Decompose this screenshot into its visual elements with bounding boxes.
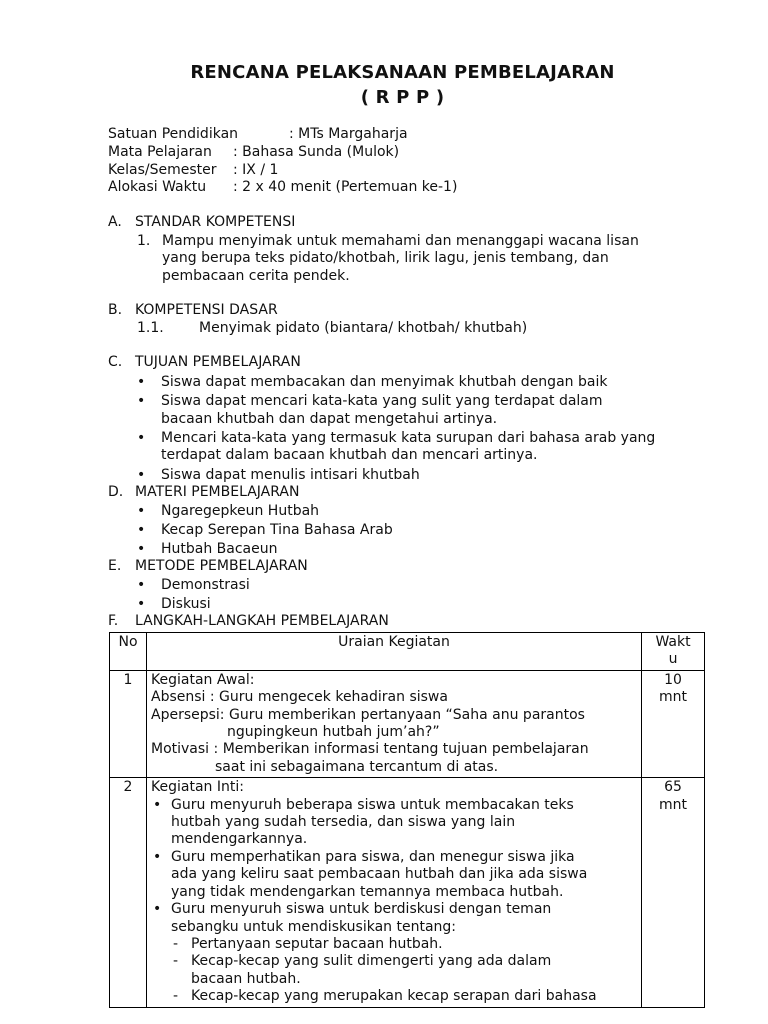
bullet-icon: • xyxy=(137,393,146,409)
steps-table xyxy=(109,632,705,1008)
a-item-line3: pembacaan cerita pendek. xyxy=(162,268,350,284)
header-waktu xyxy=(642,633,705,671)
row1-waktu xyxy=(642,670,705,777)
b-item-number: 1.1. xyxy=(137,320,164,336)
bullet-icon: • xyxy=(137,430,146,446)
a-item-number: 1. xyxy=(137,233,151,249)
section-b-letter: B. xyxy=(108,302,123,318)
alokasi-label: Alokasi Waktu xyxy=(108,179,207,195)
document-title: RENCANA PELAKSANAAN PEMBELAJARAN xyxy=(190,62,615,83)
c-item-2-line2: bacaan khutbah dan dapat mengetahui artinya. xyxy=(161,411,498,427)
section-a-title: STANDAR KOMPETENSI xyxy=(135,214,296,230)
c-item-4: Siswa dapat menulis intisari khutbah xyxy=(161,467,420,483)
table-row xyxy=(110,778,705,1007)
row2-waktu-line2: mnt xyxy=(659,796,687,813)
section-a-letter: A. xyxy=(108,214,122,230)
section-c-letter: C. xyxy=(108,354,123,370)
document-subtitle: ( R P P ) xyxy=(360,87,445,108)
section-e-letter: E. xyxy=(108,558,122,574)
section-f-title: LANGKAH-LANGKAH PEMBELAJARAN xyxy=(135,613,389,629)
bullet-icon: • xyxy=(137,467,146,483)
header-waktu-line1: Wakt xyxy=(655,634,691,650)
bullet-icon: • xyxy=(137,374,146,390)
row2-dash2-line1: - Kecap-kecap yang sulit dimengerti yang ada dalam xyxy=(151,953,637,970)
e-item-2: Diskusi xyxy=(161,596,211,612)
bullet-icon: • xyxy=(137,522,146,538)
row2-bullet1-line1: • Guru menyuruh beberapa siswa untuk membacakan teks xyxy=(151,797,637,814)
d-item-3: Hutbah Bacaeun xyxy=(161,541,278,557)
c-item-1: Siswa dapat membacakan dan menyimak khutbah dengan baik xyxy=(161,374,608,390)
row2-bullet2-line2: ada yang keliru saat pembacaan hutbah dan jika ada siswa xyxy=(171,866,588,883)
satuan-value: : MTs Margaharja xyxy=(289,126,408,142)
row2-title: Kegiatan Inti: xyxy=(151,779,244,796)
section-e-title: METODE PEMBELAJARAN xyxy=(135,558,308,574)
c-item-2-line1: Siswa dapat mencari kata-kata yang sulit yang terdapat dalam xyxy=(161,393,603,409)
row2-waktu xyxy=(642,778,705,1007)
alokasi-value: : 2 x 40 menit (Pertemuan ke-1) xyxy=(233,179,458,195)
section-d-letter: D. xyxy=(108,484,124,500)
satuan-label: Satuan Pendidikan xyxy=(108,126,239,142)
row1-motivasi-line2: saat ini sebagaimana tercantum di atas. xyxy=(215,758,499,775)
row2-dash1: - Pertanyaan seputar bacaan hutbah. xyxy=(151,936,637,953)
c-item-3-line1: Mencari kata-kata yang termasuk kata surupan dari bahasa arab yang xyxy=(161,430,656,446)
header-uraian: Uraian Kegiatan xyxy=(147,633,642,671)
row1-motivasi-line1: Motivasi : Memberikan informasi tentang tujuan pembelajaran xyxy=(151,741,589,758)
table-row xyxy=(110,670,705,777)
section-d-title: MATERI PEMBELAJARAN xyxy=(135,484,300,500)
bullet-icon: • xyxy=(137,503,146,519)
table-header-row xyxy=(110,633,705,671)
row2-waktu-line1: 65 xyxy=(664,779,682,796)
mapel-label: Mata Pelajaran xyxy=(108,144,212,160)
d-item-2: Kecap Serepan Tina Bahasa Arab xyxy=(161,522,393,538)
row2-bullet1-line3: mendengarkannya. xyxy=(171,831,308,848)
kelas-value: : IX / 1 xyxy=(233,162,279,178)
header-no: No xyxy=(110,633,147,671)
row1-absensi: Absensi : Guru mengecek kehadiran siswa xyxy=(151,689,448,706)
row2-bullet1-line2: hutbah yang sudah tersedia, dan siswa yang lain xyxy=(171,814,516,831)
c-item-3-line2: terdapat dalam bacaan khutbah dan mencari artinya. xyxy=(161,447,538,463)
a-item-line1: Mampu menyimak untuk memahami dan menanggapi wacana lisan xyxy=(162,233,639,249)
row1-apersepsi-line1: Apersepsi: Guru memberikan pertanyaan “Saha anu parantos xyxy=(151,706,585,723)
row1-uraian xyxy=(147,670,642,777)
header-waktu-line2: u xyxy=(668,651,678,668)
kelas-label: Kelas/Semester xyxy=(108,162,217,178)
row2-bullet2-line3: yang tidak mendengarkan temannya membaca hutbah. xyxy=(171,883,564,900)
section-f-letter: F. xyxy=(108,613,119,629)
row2-dash2-line2: bacaan hutbah. xyxy=(191,970,301,987)
row2-bullet2-line1: • Guru memperhatikan para siswa, dan menegur siswa jika xyxy=(151,849,637,866)
row2-bullet3-line1: • Guru menyuruh siswa untuk berdiskusi dengan teman xyxy=(151,901,637,918)
row2-bullet3-line2: sebangku untuk mendiskusikan tentang: xyxy=(171,918,457,935)
a-item-line2: yang berupa teks pidato/khotbah, lirik lagu, jenis tembang, dan xyxy=(162,250,609,266)
row1-waktu-line2: mnt xyxy=(659,689,687,706)
row2-dash3: - Kecap-kecap yang merupakan kecap serapan dari bahasa xyxy=(151,988,637,1005)
d-item-1: Ngaregepkeun Hutbah xyxy=(161,503,320,519)
section-c-title: TUJUAN PEMBELAJARAN xyxy=(135,354,301,370)
mapel-value: : Bahasa Sunda (Mulok) xyxy=(233,144,400,160)
bullet-icon: • xyxy=(137,577,146,593)
e-item-1: Demonstrasi xyxy=(161,577,250,593)
row2-uraian xyxy=(147,778,642,1007)
b-item-text: Menyimak pidato (biantara/ khotbah/ khutbah) xyxy=(199,320,528,336)
row2-no: 2 xyxy=(110,778,147,1007)
section-b-title: KOMPETENSI DASAR xyxy=(135,302,278,318)
row1-title: Kegiatan Awal: xyxy=(151,671,255,688)
bullet-icon: • xyxy=(137,596,146,612)
row1-no: 1 xyxy=(110,670,147,777)
bullet-icon: • xyxy=(137,541,146,557)
row1-waktu-line1: 10 xyxy=(664,671,682,688)
row1-apersepsi-line2: ngupingkeun hutbah jum’ah?” xyxy=(227,724,440,741)
